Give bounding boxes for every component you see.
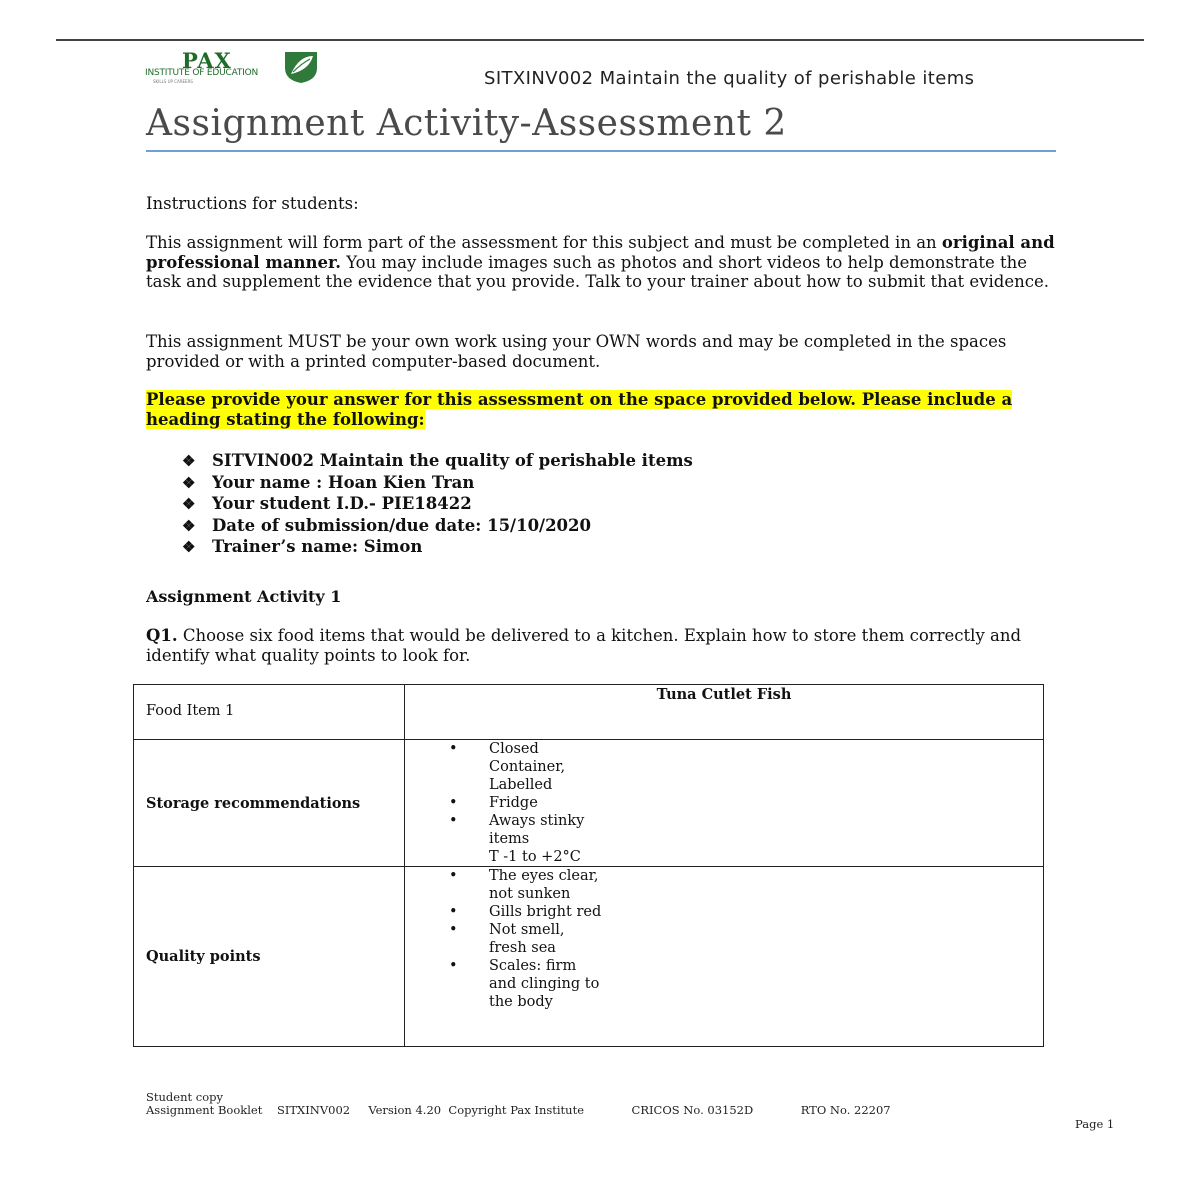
- question-text: Choose six food items that would be delivered to a kitchen. Explain how to store them correctly and identify what quality points to look for.: [146, 626, 1022, 665]
- activity-heading: Assignment Activity 1: [146, 587, 342, 606]
- food-item-table: [133, 684, 1044, 1047]
- logo-name: PAX: [182, 48, 232, 73]
- diamond-bullet-icon: ❖: [182, 495, 196, 513]
- footer-line-2: Assignment Booklet SITXINV002 Version 4.20 Copyright Pax Institute CRICOS No. 03152D RTO No. 22207: [146, 1102, 891, 1117]
- quality-label: Quality points: [134, 867, 405, 1047]
- list-item: ❖ Your student I.D.- PIE18422: [182, 493, 693, 515]
- footer-line-1: Student copy: [146, 1090, 223, 1104]
- header-rule: [56, 39, 1144, 41]
- list-item: • Scales: firm and clinging to the body: [449, 958, 600, 1010]
- temperature-range: T -1 to +2°C: [489, 849, 581, 865]
- list-item: • The eyes clear, not sunken: [449, 868, 599, 902]
- bullet-icon: •: [449, 868, 458, 884]
- diamond-bullet-icon: ❖: [182, 452, 196, 470]
- storage-label: Storage recommendations: [134, 740, 405, 867]
- bullet-icon: •: [449, 904, 458, 920]
- bullet-icon: •: [449, 922, 458, 938]
- storage-list: [405, 740, 1043, 866]
- bullet-icon: •: [449, 795, 458, 811]
- bullet-icon: •: [449, 741, 458, 757]
- bullet-icon: •: [449, 813, 458, 829]
- pax-logo: [145, 48, 320, 90]
- course-header: SITXINV002 Maintain the quality of perishable items: [484, 68, 975, 89]
- list-item: ❖ Date of submission/due date: 15/10/2020: [182, 515, 693, 537]
- shield-leaf-icon: [283, 50, 319, 84]
- list-item: • Fridge: [449, 795, 538, 811]
- list-item: ❖ Trainer’s name: Simon: [182, 536, 693, 558]
- list-item: • Gills bright red: [449, 904, 602, 920]
- list-item: • Closed Container, Labelled: [449, 741, 566, 793]
- diamond-bullet-icon: ❖: [182, 516, 196, 535]
- diamond-bullet-icon: ❖: [182, 473, 196, 492]
- para1-text-post: You may include images such as photos and short videos to help demonstrate the task and supplement the evidence that you provide. Talk to your trainer about how to submit that evidence.: [146, 252, 1049, 291]
- question-label: Q1.: [146, 626, 178, 645]
- instructions-paragraph-1: [146, 233, 1066, 292]
- instructions-label: Instructions for students:: [146, 194, 359, 213]
- table-row: [134, 867, 1044, 1047]
- highlight-text: Please provide your answer for this assessment on the space provided below. Please include a heading stating the following:: [146, 390, 1013, 429]
- table-row: [134, 685, 1044, 740]
- food-item-label: Food Item 1: [134, 685, 405, 740]
- logo-institute: INSTITUTE OF EDUCATION: [145, 68, 259, 78]
- quality-cell: [405, 867, 1044, 1047]
- list-item: ❖ Your name : Hoan Kien Tran: [182, 472, 693, 494]
- quality-list: [405, 867, 1043, 1011]
- question-1: [146, 626, 1066, 665]
- logo-tagline: SKILLS UP CAREERS: [153, 79, 193, 84]
- list-item: • Not smell, fresh sea: [449, 922, 565, 956]
- page-title: Assignment Activity-Assessment 2: [146, 103, 787, 144]
- storage-cell: [405, 740, 1044, 867]
- para1-text-pre: This assignment will form part of the assessment for this subject and must be completed in an: [146, 233, 937, 252]
- page-footer: [146, 1091, 891, 1116]
- diamond-bullet-icon: ❖: [182, 538, 196, 556]
- table-row: [134, 740, 1044, 867]
- instructions-paragraph-2: This assignment MUST be your own work using your OWN words and may be completed in the spaces provided or with a printed computer-based document.: [146, 332, 1007, 371]
- list-item: ❖ SITVIN002 Maintain the quality of perishable items: [182, 450, 693, 472]
- food-item-value: Tuna Cutlet Fish: [405, 685, 1044, 740]
- list-item: • Aways stinky items T -1 to +2°C: [489, 812, 604, 866]
- title-rule: [146, 150, 1056, 152]
- heading-requirements-list: [182, 450, 693, 558]
- page-number: Page 1: [1075, 1117, 1115, 1131]
- para1-bold: original and professional manner.: [146, 233, 1055, 272]
- highlight-instruction: [146, 390, 1016, 429]
- bullet-icon: •: [449, 958, 458, 974]
